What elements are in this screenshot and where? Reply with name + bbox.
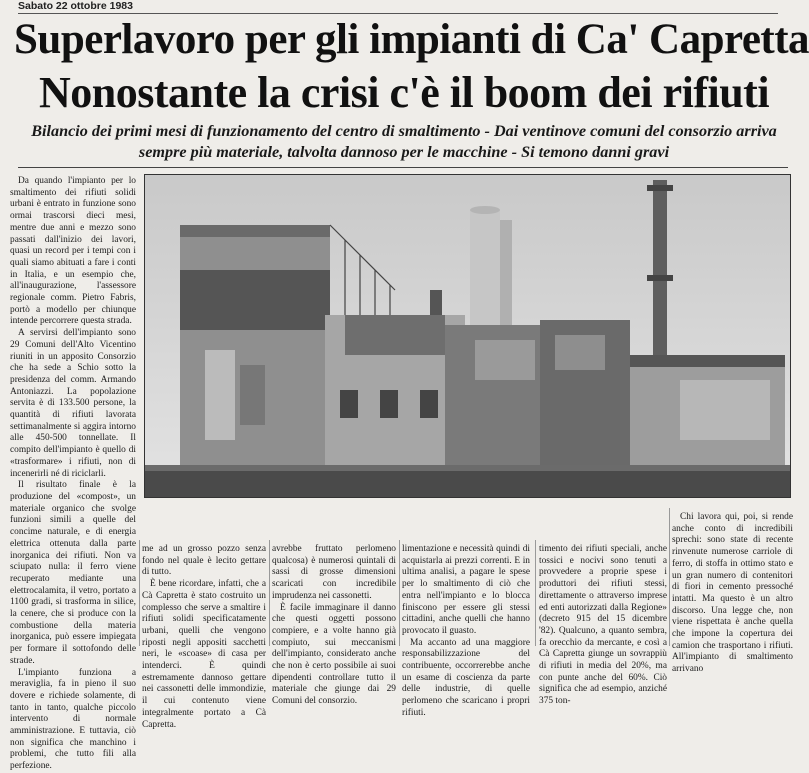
article-column-5 [539,544,667,707]
incinerator-plant-photo [145,175,790,497]
paragraph: me ad un grosso pozzo senza fondo nel quale è lecito gettare di tutto. [142,544,266,578]
article-column-4 [402,544,530,718]
column-divider [269,540,270,646]
paragraph: Da quando l'impianto per lo smaltimento dei rifiuti solidi urbani è entrato in funzione sono ormai trascorsi dieci mesi, mentre due anni e mezzo sono passati dall'inizio dei lavori, quasi un record per i tempi con i quali siamo abituati a fare i conti in Italia, e un esempio che, all'inaugurazione, l'assessore regionale comm. Pietro Fabris, portò a modello per chiunque intende percorrere questa strada. [10,176,136,327]
article-column-1 [10,176,136,772]
headline-line-2: Nonostante la crisi c'è il boom dei rifiuti [38,68,770,117]
paragraph: A servirsi dell'impianto sono 29 Comuni dell'Alto Vicentino riuniti in un apposito Consorzio che ha sede a Schio sotto la presidenza del comm. Armando Antoniazzi. La popolazione servita è di 133.500 persone, la quantità di rifiuti lavorata settimanalmente si aggira intorno alle 450-500 tonnellate. Il compito dell'impianto è quello di «trasformare» i rifiuti, non di incenerirli né di riciclarli. [10,328,136,479]
dateline: Sabato 22 ottobre 1983 [18,0,778,14]
paragraph: avrebbe fruttato perlomeno qualcosa) è numerosi quintali di sassi di grosse dimensioni scaricati con incredibile imprudenza nei cassonetti. [272,544,396,601]
plant-photo [144,174,791,498]
column-divider [535,540,536,646]
column-divider [399,540,400,646]
paragraph: timento dei rifiuti speciali, anche tossici e nocivi sono tenuti a provvedere a proprie spese i produttori dei rifiuti stessi, direttamente o attraverso imprese ed enti autorizzati dalla Regione» (decreto 915 del 15 dicembre '82). Qualcuno, a quanto sembra, fa orecchio da mercante, e così a Cà Capretta giunge un sovrappiù di rifiuti in media del 20%, ma con punte anche del 60%. Ciò significa che ad esempio, anziché 375 ton- [539,544,667,707]
article-column-2 [142,544,266,730]
column-divider [669,508,670,646]
kicker-subheadline: Bilancio dei primi mesi di funzionamento del centro di smaltimento - Dai ventinove comuni del consorzio arriva sempre più materiale, talvolta dannoso per le macchine - Si temono danni gravi [31,122,777,161]
article-column-6 [672,512,793,675]
headline-line-1: Superlavoro per gli impianti di Ca' Capretta [14,16,809,63]
paragraph: Chi lavora qui, poi, si rende anche conto di incredibili sprechi: sono state di recente rinvenute numerose carriole di ferro, di stoffa in ottimo stato e un gran numero di contenitori di fiori in cemento pressoché intatti. Ma questo è un altro discorso. Una legge che, non viene rispettata è anche quella che impone la copertura dei camion che trasportano i rifiuti. All'impianto di smaltimento arrivano [672,512,793,675]
paragraph: Il risultato finale è la produzione del «compost», un materiale organico che svolge funzioni simili a quelle del concime naturale, e di energia elettrica ottenuta dalla parte inorganica dei rifiuti. Non va sciupato nulla: il ferro viene recuperato mediante una elettrocalamita, il vetro, portato a 1100 gradi, si trasforma in silice, la cenere, che si produce con la combustione della materia inorganica, può essere impiegata per formare il sottofondo delle strade. [10,480,136,666]
paragraph: limentazione e necessità quindi di acquistarla ai prezzi correnti. E in ultima analisi, a pagare le spese per lo smaltimento di ciò che entra nell'impianto e lo blocca finiscono per essere gli stessi cittadini, anche quelli che hanno provocato il guasto. [402,544,530,636]
paragraph: Ma accanto ad una maggiore responsabilizzazione del contribuente, occorrerebbe anche un esame di coscienza da parte delle industrie, di quelle perlomeno che scaricano i propri rifiuti. [402,637,530,718]
article-column-3 [272,544,396,707]
paragraph: È bene ricordare, infatti, che a Cà Capretta è stato costruito un complesso che serve a smaltire i rifiuti solidi specificatamente urbani, quelli che vengono riposti negli appositi sacchetti neri, le «scoase» di casa per intenderci. È quindi estremamente dannoso gettare nei cassonetti delle immondizie, il cui contenuto viene integralmente portato a Cà Capretta. [142,579,266,730]
paragraph: È facile immaginare il danno che questi oggetti possono compiere, e a volte hanno già compiuto, sui meccanismi dell'impianto, considerato anche che non è certo possibile ai suoi dipendenti controllare tutto il materiale che giunge dai 29 Comuni del consorzio. [272,602,396,707]
column-divider [139,540,140,646]
kicker-rule [18,167,788,168]
paragraph: L'impianto funziona a meraviglia, fa in pieno il suo dovere e richiede solamente, di tanto in tanto, qualche piccolo intervento di normale amministrazione. E tuttavia, ciò non significa che manchino i problemi, che tutto fili alla perfezione. [10,667,136,772]
